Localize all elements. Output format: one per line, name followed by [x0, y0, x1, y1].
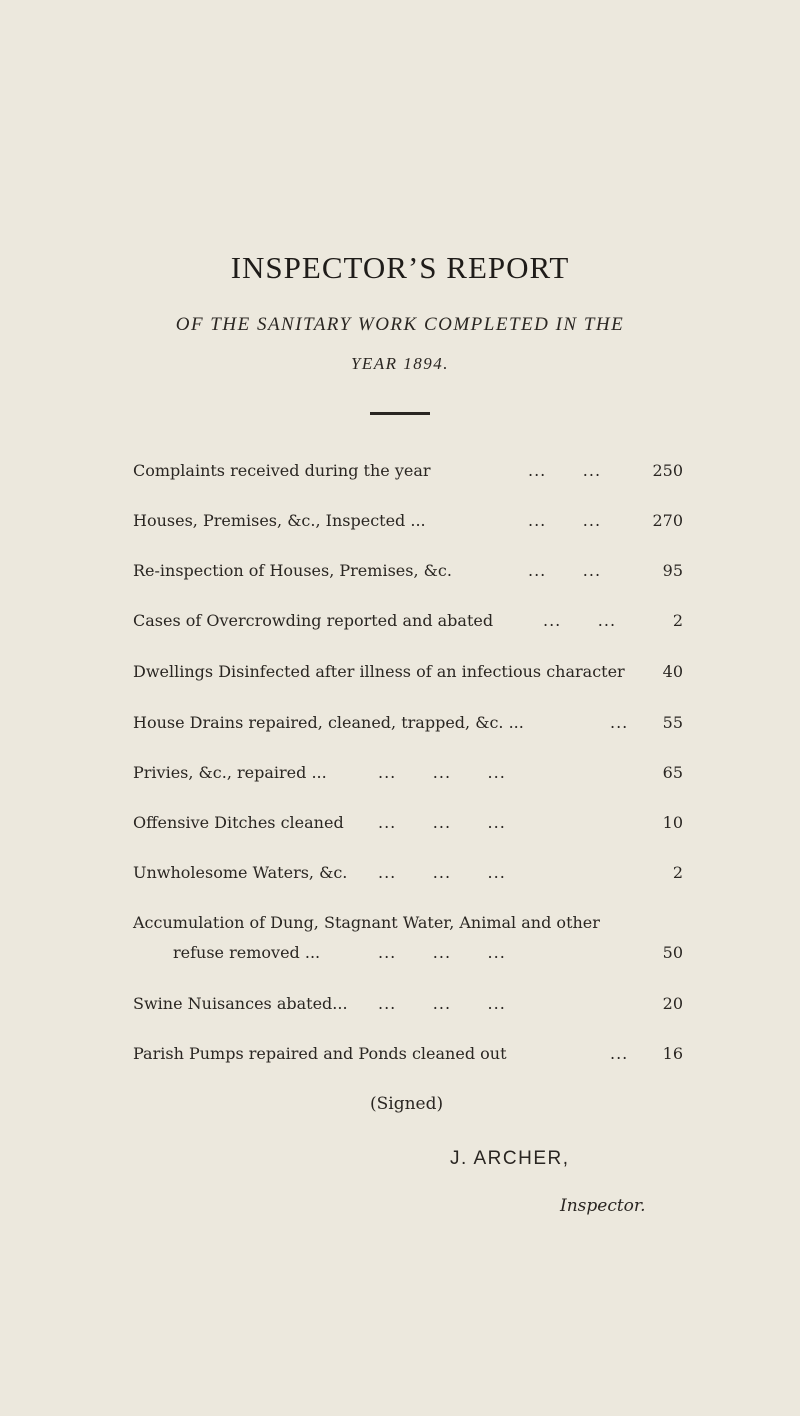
item-value: 20 — [662, 994, 683, 1013]
item-label: Privies, &c., repaired ... — [133, 763, 327, 782]
item-value: 40 — [662, 662, 683, 681]
item-dots: ... ... ... — [378, 943, 506, 962]
report-subtitle-line-2: YEAR 1894. — [350, 354, 450, 373]
item-value: 2 — [672, 863, 683, 882]
inspector-name: J. ARCHER, — [450, 1148, 570, 1169]
report-item — [133, 608, 683, 634]
item-dots: ... ... — [528, 561, 602, 580]
report-item — [133, 710, 683, 736]
item-dots: ... ... — [528, 461, 602, 480]
signed-label: (Signed) — [370, 1094, 444, 1114]
item-dots: ... ... — [528, 511, 602, 530]
item-value: 95 — [662, 561, 683, 580]
item-value: 2 — [672, 611, 683, 630]
report-item — [133, 558, 683, 584]
item-label: House Drains repaired, cleaned, trapped, &c. ... — [133, 713, 524, 732]
report-item — [133, 860, 683, 886]
report-item — [133, 991, 683, 1017]
item-label: Swine Nuisances abated... — [133, 994, 348, 1013]
item-label: Offensive Ditches cleaned — [133, 813, 344, 832]
item-dots: ... — [610, 1044, 629, 1063]
report-item — [133, 659, 683, 685]
item-label: Complaints received during the year — [133, 461, 431, 480]
report-item — [133, 910, 683, 966]
item-value: 10 — [662, 813, 683, 832]
item-label: Houses, Premises, &c., Inspected ... — [133, 511, 426, 530]
title-rule — [370, 412, 430, 415]
item-label: Parish Pumps repaired and Ponds cleaned out — [133, 1044, 507, 1063]
item-value: 250 — [652, 461, 683, 480]
report-subtitle-line-1: OF THE SANITARY WORK COMPLETED IN THE — [175, 314, 625, 335]
report-title: INSPECTOR’S REPORT — [230, 250, 570, 285]
item-label: Accumulation of Dung, Stagnant Water, Animal and other — [133, 913, 600, 932]
item-value: 270 — [652, 511, 683, 530]
item-label: Unwholesome Waters, &c. — [133, 863, 348, 882]
item-dots: ... ... ... — [378, 994, 506, 1013]
report-item — [133, 458, 683, 484]
report-item — [133, 810, 683, 836]
item-value: 50 — [662, 943, 683, 962]
report-item — [133, 760, 683, 786]
report-item — [133, 508, 683, 534]
item-dots: ... ... — [543, 611, 617, 630]
item-value: 55 — [662, 713, 683, 732]
inspector-role: Inspector. — [560, 1196, 646, 1216]
item-dots: ... ... ... — [378, 763, 506, 782]
item-value: 16 — [662, 1044, 683, 1063]
item-label: Cases of Overcrowding reported and abated — [133, 611, 494, 630]
report-item — [133, 1041, 683, 1067]
item-dots: ... — [610, 713, 629, 732]
item-label: Dwellings Disinfected after illness of an infectious character — [133, 662, 625, 681]
item-value: 65 — [662, 763, 683, 782]
item-dots: ... ... ... — [378, 863, 506, 882]
item-dots: ... ... ... — [378, 813, 506, 832]
item-label: Re-inspection of Houses, Premises, &c. — [133, 561, 452, 580]
item-label-continued: refuse removed ... — [173, 943, 321, 962]
